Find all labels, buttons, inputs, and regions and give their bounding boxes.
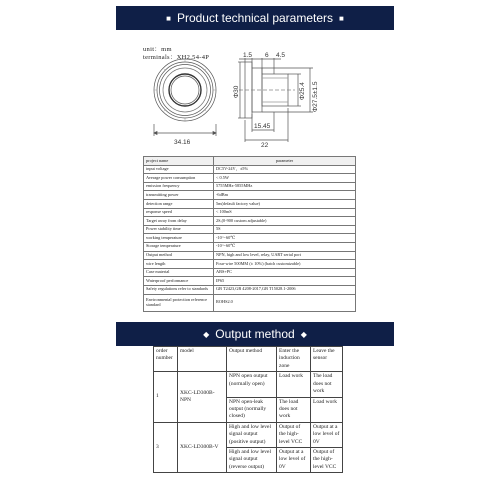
dim-15-45: 15.45 (254, 123, 271, 130)
spec-row (144, 285, 356, 294)
spec-row (144, 225, 356, 234)
spec-key: Target away from delay (144, 217, 214, 226)
model-cell: XKC-LD300B-NPN (178, 372, 227, 423)
spec-header-value: parameter (214, 157, 356, 166)
spec-row (144, 294, 356, 311)
spec-table (143, 156, 356, 312)
col-header-leave: Leave the sensor (311, 347, 343, 372)
output-cell: High and low level signal output (reverse output) (227, 448, 277, 473)
square-icon: ■ (166, 13, 171, 23)
spec-key: working temperature (144, 234, 214, 243)
spec-value: IP65 (214, 277, 356, 286)
output-method-table (153, 346, 343, 473)
spec-value: -10～60℃ (214, 234, 356, 243)
terminals-label: terminals：XH2.54-4P (143, 54, 210, 61)
spec-key: emission frequency (144, 182, 214, 191)
dim-34-16: 34.16 (174, 139, 191, 146)
spec-value: 5S (214, 225, 356, 234)
table-row (154, 372, 343, 397)
section-title: Output method (215, 327, 295, 341)
section-title: Product technical parameters (176, 11, 334, 25)
col-header-order: order number (154, 347, 178, 372)
spec-row (144, 174, 356, 183)
spec-key: Power stability time (144, 225, 214, 234)
spec-row (144, 217, 356, 226)
spec-header-key: project name (144, 157, 214, 166)
output-header-row (154, 347, 343, 372)
spec-key: Storage temperature (144, 242, 214, 251)
diamond-icon: ◆ (203, 329, 210, 339)
enter-cell: Output of the high-level VCC (277, 422, 311, 447)
diamond-icon: ◆ (300, 329, 307, 339)
model-cell: XKC-LD300B-V (178, 422, 227, 473)
spec-row (144, 260, 356, 269)
col-header-enter: Enter the induction zone (277, 347, 311, 372)
unit-label: unit：mm (143, 46, 172, 53)
spec-row (144, 277, 356, 286)
spec-row (144, 208, 356, 217)
spec-header-row (144, 157, 356, 166)
spec-row (144, 242, 356, 251)
spec-key: input voltage (144, 165, 214, 174)
spec-value: -6dBm (214, 191, 356, 200)
spec-row (144, 182, 356, 191)
spec-key: Waterproof performance (144, 277, 214, 286)
output-cell: NPN open-leak output (normally closed) (227, 397, 277, 422)
spec-row (144, 268, 356, 277)
dim-phi25-4: Φ25.4 (299, 82, 306, 100)
spec-value: GB T2423,GB 4208-2017,GB T15028.1-2006 (214, 285, 356, 294)
spec-value: Four-wire 500MM (± 10%) (batch customizable) (214, 260, 356, 269)
spec-key: Environmental protection reference standard (144, 294, 214, 311)
enter-cell: Load work (277, 372, 311, 397)
leave-cell: Output of the high-level VCC (311, 448, 343, 473)
square-icon: ■ (339, 13, 344, 23)
section-banner-output-method (116, 322, 394, 346)
spec-row (144, 251, 356, 260)
output-cell: High and low level signal output (positive output) (227, 422, 277, 447)
spec-row (144, 165, 356, 174)
dim-6: 6 (265, 52, 269, 59)
order-cell: 3 (154, 422, 178, 473)
spec-key: transmitting power (144, 191, 214, 200)
spec-key: Output method (144, 251, 214, 260)
spec-value: NPN, high and low level, relay, UART serial port (214, 251, 356, 260)
spec-key: response speed (144, 208, 214, 217)
dim-phi27-5: Φ27.5±1.5 (312, 81, 319, 112)
leave-cell: Load work (311, 397, 343, 422)
spec-value: 2S,(0-900 custom adjustable) (214, 217, 356, 226)
spec-row (144, 199, 356, 208)
spec-value: -10～60℃ (214, 242, 356, 251)
spec-value: 5755MHz-5855MHz (214, 182, 356, 191)
col-header-output: Output method (227, 347, 277, 372)
leave-cell: Output at a low level of 0V (311, 422, 343, 447)
enter-cell: Output at a low level of 0V (277, 448, 311, 473)
spec-value: ROHS2.0 (214, 294, 356, 311)
spec-row (144, 234, 356, 243)
dim-phi30: Φ30 (233, 85, 240, 98)
spec-key: wire length (144, 260, 214, 269)
spec-value: ABS+PC (214, 268, 356, 277)
section-banner-product-parameters (116, 6, 394, 30)
table-row (154, 422, 343, 447)
order-cell: 1 (154, 372, 178, 423)
spec-value: 5m(default factory value) (214, 199, 356, 208)
enter-cell: The load does not work (277, 397, 311, 422)
dim-1-5: 1.5 (243, 52, 253, 59)
spec-value: < 0.5W (214, 174, 356, 183)
dim-4-5: 4.5 (276, 52, 286, 59)
spec-key: Safety regulations refer to standards (144, 285, 214, 294)
spec-value: DC5V-24V，±5% (214, 165, 356, 174)
spec-row (144, 191, 356, 200)
col-header-model: model (178, 347, 227, 372)
spec-key: Case material (144, 268, 214, 277)
spec-key: detection range (144, 199, 214, 208)
leave-cell: The load does not work (311, 372, 343, 397)
dim-22: 22 (261, 142, 269, 148)
spec-key: Average power consumption (144, 174, 214, 183)
dimension-drawing (143, 52, 353, 148)
spec-value: < 100mS (214, 208, 356, 217)
output-cell: NPN open output (normally open) (227, 372, 277, 397)
